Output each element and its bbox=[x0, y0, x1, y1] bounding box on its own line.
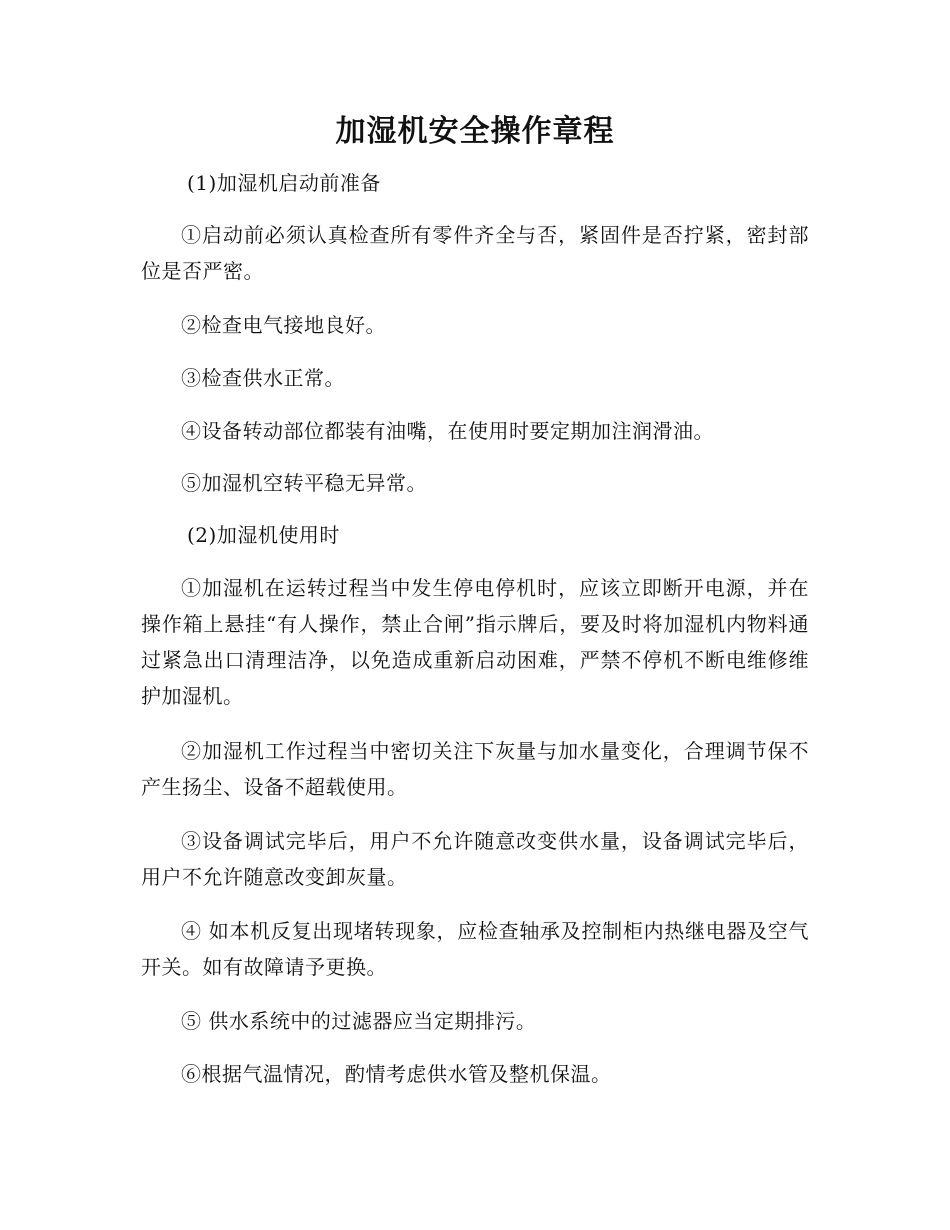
section1-item-2: ②检查电气接地良好。 bbox=[181, 313, 386, 337]
section2-item-1: ①加湿机在运转过程当中发生停电停机时，应该立即断开电源，并在操作箱上悬挂“有人操作，禁止合闸”指示牌后，要及时将加湿机内物料通过紧急出口清理洁净，以免造成重新启动困难，严禁不停机不断电维修维护加湿机。 bbox=[141, 576, 809, 708]
section2-item-3: ③设备调试完毕后，用户不允许随意改变供水量，设备调试完毕后，用户不允许随意改变卸灰量。 bbox=[141, 829, 809, 889]
section2-item-6: ⑥根据气温情况，酌情考虑供水管及整机保温。 bbox=[181, 1062, 612, 1086]
section2-item-4: ④ 如本机反复出现堵转现象，应检查轴承及控制柜内热继电器及空气开关。如有故障请予更换。 bbox=[141, 919, 809, 979]
section2-item-2: ②加湿机工作过程当中密切关注下灰量与加水量变化，合理调节保不产生扬尘、设备不超载使用。 bbox=[141, 739, 809, 799]
section1-item-3: ③检查供水正常。 bbox=[181, 366, 345, 390]
document-title: 加湿机安全操作章程 bbox=[335, 114, 615, 149]
section1-item-1: ①启动前必须认真检查所有零件齐全与否，紧固件是否拧紧，密封部位是否严密。 bbox=[141, 223, 809, 283]
section1-item-5: ⑤加湿机空转平稳无异常。 bbox=[181, 471, 427, 495]
section2-item-5: ⑤ 供水系统中的过滤器应当定期排污。 bbox=[181, 1009, 537, 1033]
section1-item-4: ④设备转动部位都装有油嘴，在使用时要定期加注润滑油。 bbox=[181, 419, 714, 443]
section2-heading: (2)加湿机使用时 bbox=[187, 523, 340, 547]
section1-heading: (1)加湿机启动前准备 bbox=[187, 171, 381, 195]
